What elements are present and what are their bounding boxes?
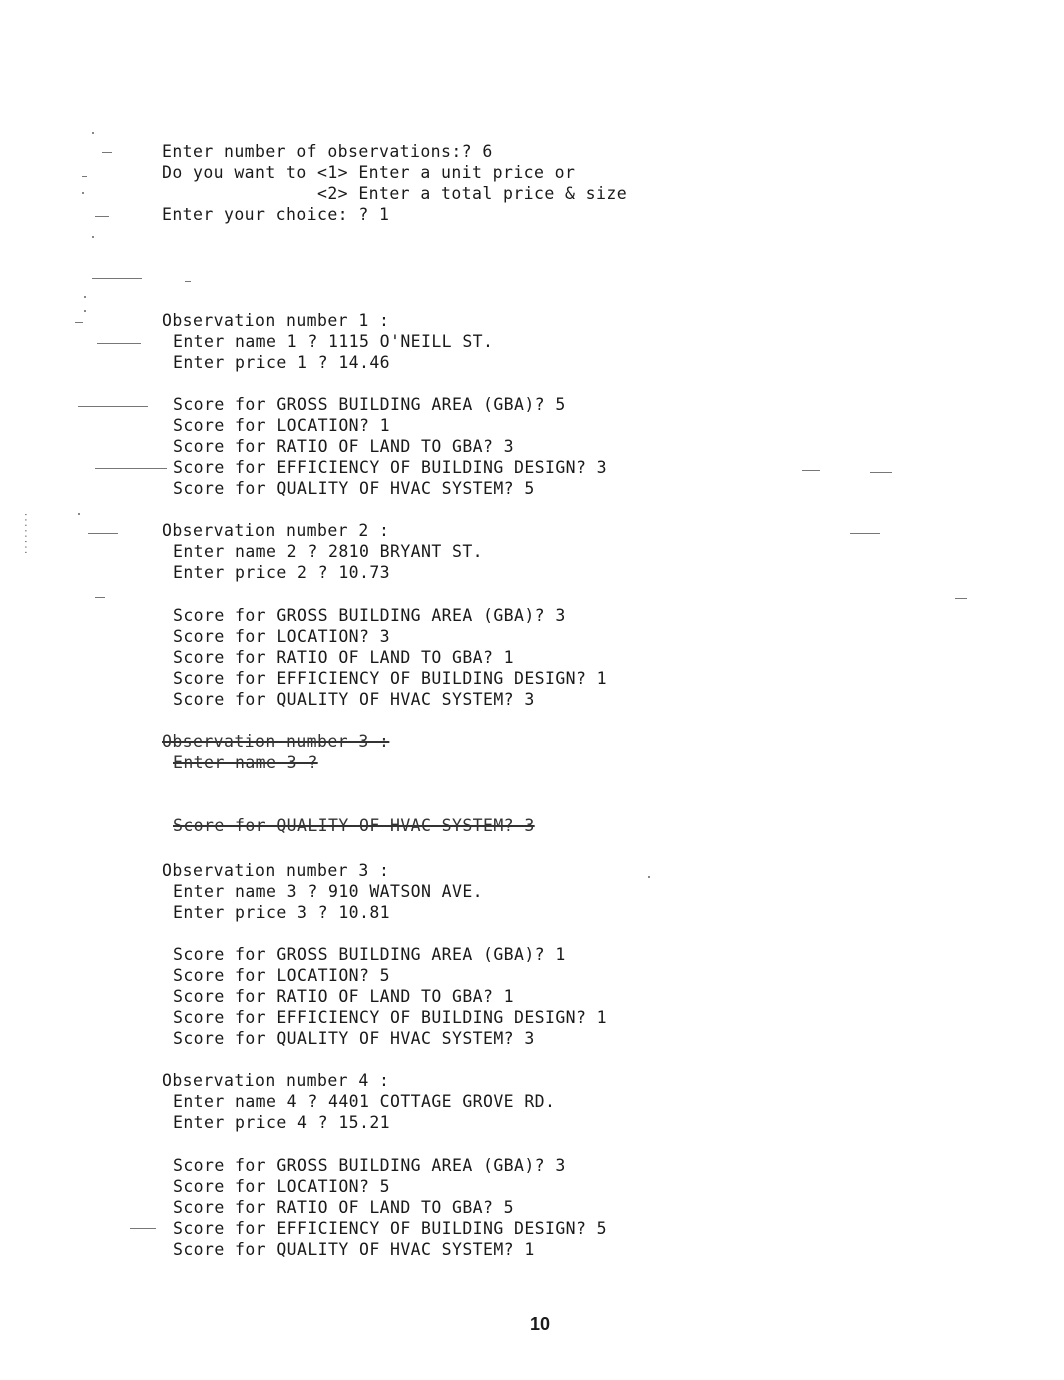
score-line: Score for RATIO OF LAND TO GBA? 5	[173, 1198, 515, 1217]
score-line: Score for GROSS BUILDING AREA (GBA)? 1	[173, 945, 566, 964]
score-line: Score for RATIO OF LAND TO GBA? 3	[173, 437, 515, 456]
score-line: Score for EFFICIENCY OF BUILDING DESIGN? 3	[173, 458, 608, 477]
observation-name-line: Enter name 4 ? 4401 COTTAGE GROVE RD.	[173, 1092, 556, 1111]
scan-mark	[850, 533, 880, 534]
observation-price-line: Enter price 4 ? 15.21	[173, 1113, 391, 1132]
scan-mark	[185, 281, 191, 282]
struck-heading: Observation number 3 :	[162, 732, 390, 751]
score-line: Score for GROSS BUILDING AREA (GBA)? 5	[173, 395, 566, 414]
prompt-enter-choice: Enter your choice: ? 1	[162, 205, 390, 224]
score-line: Score for LOCATION? 1	[173, 416, 391, 435]
observation-heading: Observation number 3 :	[162, 861, 390, 880]
score-line: Score for RATIO OF LAND TO GBA? 1	[173, 987, 515, 1006]
observation-heading: Observation number 4 :	[162, 1071, 390, 1090]
score-line: Score for EFFICIENCY OF BUILDING DESIGN? 1	[173, 1008, 608, 1027]
observation-price-line: Enter price 2 ? 10.73	[173, 563, 391, 582]
observation-price-line: Enter price 1 ? 14.46	[173, 353, 391, 372]
scan-mark	[95, 597, 105, 598]
scan-mark	[95, 468, 167, 469]
score-line: Score for GROSS BUILDING AREA (GBA)? 3	[173, 1156, 566, 1175]
scan-mark	[75, 322, 83, 323]
score-line: Score for QUALITY OF HVAC SYSTEM? 5	[173, 479, 535, 498]
scan-mark	[88, 533, 118, 534]
observation-price-line: Enter price 3 ? 10.81	[173, 903, 391, 922]
score-line: Score for QUALITY OF HVAC SYSTEM? 3	[173, 1029, 535, 1048]
observation-name-line: Enter name 3 ? 910 WATSON AVE.	[173, 882, 484, 901]
observation-name-line: Enter name 1 ? 1115 O'NEILL ST.	[173, 332, 494, 351]
struck-score-line: Score for QUALITY OF HVAC SYSTEM? 3	[173, 816, 535, 835]
observation-heading: Observation number 1 :	[162, 311, 390, 330]
scan-mark	[92, 278, 142, 279]
struck-name-line: Enter name 3 ?	[173, 753, 318, 772]
scan-mark	[955, 598, 967, 599]
scan-mark	[95, 216, 109, 217]
score-line: Score for EFFICIENCY OF BUILDING DESIGN? 5	[173, 1219, 608, 1238]
scan-dot	[92, 132, 94, 134]
scan-mark	[102, 152, 112, 153]
score-line: Score for LOCATION? 3	[173, 627, 391, 646]
scan-mark	[97, 343, 141, 344]
scan-dot	[648, 876, 650, 878]
page-number: 10	[530, 1314, 551, 1334]
scan-dot	[82, 192, 84, 194]
scan-dot	[92, 236, 94, 238]
observation-heading: Observation number 2 :	[162, 521, 390, 540]
score-line: Score for QUALITY OF HVAC SYSTEM? 3	[173, 690, 535, 709]
score-line: Score for EFFICIENCY OF BUILDING DESIGN? 1	[173, 669, 608, 688]
prompt-price-choice-2: <2> Enter a total price & size	[162, 184, 628, 203]
side-margin-mark: ⋅⋅⋅⋅⋅⋅⋅⋅	[22, 511, 32, 555]
score-line: Score for QUALITY OF HVAC SYSTEM? 1	[173, 1240, 535, 1259]
scan-dot	[78, 513, 80, 515]
scan-mark	[82, 176, 87, 177]
scan-mark	[130, 1228, 156, 1229]
scan-dot	[84, 310, 86, 312]
score-line: Score for LOCATION? 5	[173, 966, 391, 985]
score-line: Score for GROSS BUILDING AREA (GBA)? 3	[173, 606, 566, 625]
prompt-price-choice-1: Do you want to <1> Enter a unit price or	[162, 163, 576, 182]
prompt-num-observations: Enter number of observations:? 6	[162, 142, 493, 161]
scan-mark	[802, 470, 820, 471]
scan-dot	[84, 296, 86, 298]
scan-mark	[870, 472, 892, 473]
scan-mark	[78, 406, 148, 407]
score-line: Score for LOCATION? 5	[173, 1177, 391, 1196]
observation-name-line: Enter name 2 ? 2810 BRYANT ST.	[173, 542, 484, 561]
score-line: Score for RATIO OF LAND TO GBA? 1	[173, 648, 515, 667]
